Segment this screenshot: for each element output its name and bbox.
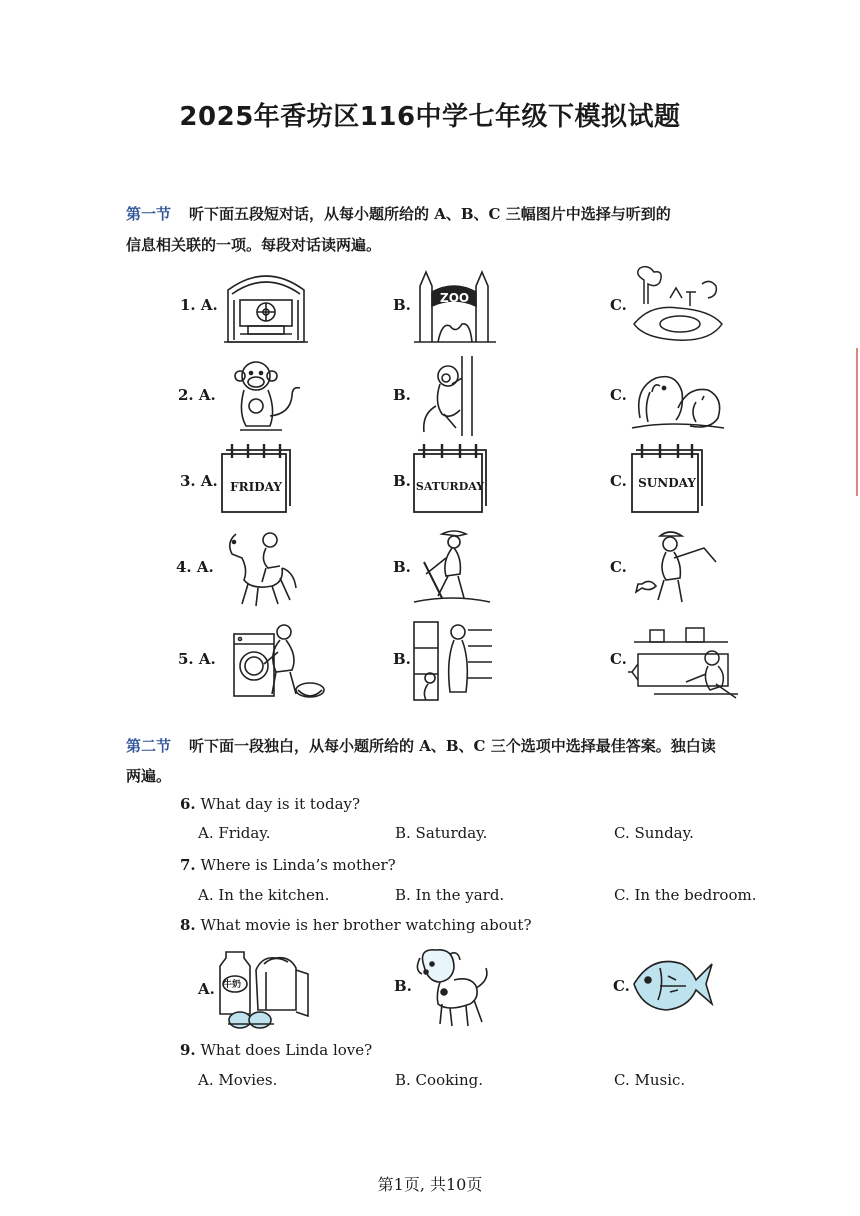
question-row-1 <box>0 262 860 350</box>
q3-option-b-label: B. <box>393 472 411 490</box>
section2-instructions-line1 <box>126 735 716 756</box>
q6-text: What day is it today? <box>200 795 361 813</box>
monkey-eating-icon <box>226 356 306 436</box>
q8-option-b-label: B. <box>394 977 412 995</box>
milk-bread-eggs-icon <box>218 944 316 1030</box>
q6-option-c: C. Sunday. <box>614 824 694 842</box>
park-icon <box>630 264 728 344</box>
calendar-saturday-icon <box>412 442 488 514</box>
q9-number: 9. <box>180 1041 196 1059</box>
q9-option-b: B. Cooking. <box>395 1071 484 1089</box>
question-row-4 <box>0 526 860 614</box>
page-footer: 第1页, 共10页 <box>377 1175 483 1194</box>
elephants-icon <box>630 358 726 434</box>
dog-icon <box>414 946 494 1030</box>
q7-option-c: C. In the bedroom. <box>614 886 757 904</box>
q5-option-c-label: C. <box>610 650 627 668</box>
washing-clothes-icon <box>220 620 332 702</box>
question-8 <box>180 916 532 934</box>
q1-option-a-label: 1. A. <box>180 296 218 314</box>
boy-riding-horse-icon <box>222 528 304 608</box>
q4-option-c-label: C. <box>610 558 627 576</box>
section2-instructions-line2: 两遍。 <box>126 767 172 785</box>
boy-fishing-icon <box>630 528 720 608</box>
q8-option-a-label: A. <box>198 980 215 998</box>
q2-option-b-label: B. <box>393 386 411 404</box>
question-7 <box>180 856 396 874</box>
milk-label: 牛奶 <box>223 980 242 990</box>
question-row-5 <box>0 616 860 704</box>
section1-instructions-line2: 信息相关联的一项。每段对话读两遍。 <box>126 236 382 254</box>
q7-option-a: A. In the kitchen. <box>198 886 330 904</box>
q1-option-b-label: B. <box>393 296 411 314</box>
calendar-saturday-label: SATURDAY <box>415 480 485 493</box>
section1-text: 听下面五段短对话，从每小题所给的 A、B、C 三幅图片中选择与听到的 <box>189 205 671 223</box>
q9-text: What does Linda love? <box>200 1041 373 1059</box>
q3-option-c-label: C. <box>610 472 627 490</box>
q2-option-a-label: 2. A. <box>178 386 216 404</box>
question-6 <box>180 795 360 813</box>
q6-option-b: B. Saturday. <box>395 824 488 842</box>
section2-label: 第二节 <box>126 737 172 755</box>
question-row-3 <box>0 440 860 528</box>
fish-icon <box>630 950 714 1018</box>
q9-option-a: A. Movies. <box>198 1071 278 1089</box>
q5-option-b-label: B. <box>393 650 411 668</box>
page-title: 2025年香坊区116中学七年级下模拟试题 <box>179 102 681 132</box>
q6-number: 6. <box>180 795 196 813</box>
calendar-friday-icon <box>220 442 292 514</box>
q9-option-c: C. Music. <box>614 1071 686 1089</box>
section1-label: 第一节 <box>126 205 172 223</box>
calendar-sunday-icon <box>630 442 704 514</box>
page-edge-mark <box>856 348 858 496</box>
q7-option-b: B. In the yard. <box>395 886 505 904</box>
monkey-climbing-icon <box>416 354 486 438</box>
question-9 <box>180 1041 372 1059</box>
q7-text: Where is Linda’s mother? <box>200 856 396 874</box>
q8-number: 8. <box>180 916 196 934</box>
q6-option-a: A. Friday. <box>198 824 271 842</box>
section2-text: 听下面一段独白，从每小题所给的 A、B、C 三个选项中选择最佳答案。独白读 <box>189 737 716 755</box>
calendar-sunday-label: SUNDAY <box>638 476 696 490</box>
cleaning-fridge-icon <box>412 620 494 702</box>
q4-option-a-label: 4. A. <box>176 558 214 576</box>
q3-option-a-label: 3. A. <box>180 472 218 490</box>
question-row-2 <box>0 352 860 440</box>
calendar-friday-label: FRIDAY <box>230 480 282 494</box>
q2-option-c-label: C. <box>610 386 627 404</box>
section1-instructions-line1 <box>126 203 671 224</box>
cooking-icon <box>628 624 744 702</box>
q4-option-b-label: B. <box>393 558 411 576</box>
q1-option-c-label: C. <box>610 296 627 314</box>
man-digging-icon <box>412 528 492 608</box>
q8-option-c-label: C. <box>613 977 630 995</box>
q7-number: 7. <box>180 856 196 874</box>
q8-text: What movie is her brother watching about? <box>200 916 532 934</box>
zoo-gate-icon <box>412 266 498 344</box>
svg-text:ZOO: ZOO <box>440 291 470 305</box>
q5-option-a-label: 5. A. <box>178 650 216 668</box>
cinema-icon <box>222 264 310 344</box>
